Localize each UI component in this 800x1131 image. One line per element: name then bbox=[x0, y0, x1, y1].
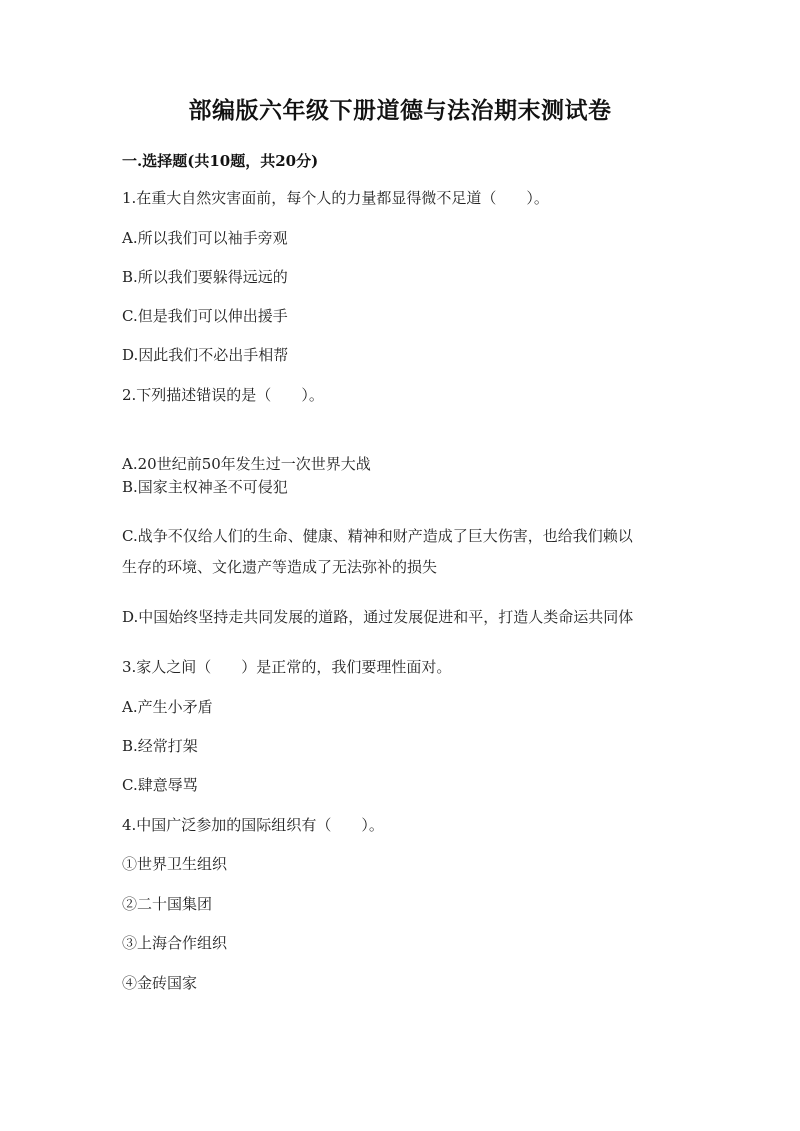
question-4-stem: 4.中国广泛参加的国际组织有（ ）。 bbox=[122, 816, 384, 834]
question-4-item-1: ①世界卫生组织 bbox=[122, 855, 228, 873]
question-1-stem: 1.在重大自然灾害面前，每个人的力量都显得微不足道（ ）。 bbox=[122, 189, 549, 207]
question-4-item-3: ③上海合作组织 bbox=[122, 934, 228, 952]
question-2-option-a: A.20世纪前50年发生过一次世界大战 bbox=[122, 455, 371, 473]
section-heading: 一.选择题(共10题，共20分) bbox=[122, 152, 319, 170]
page-title: 部编版六年级下册道德与法治期末测试卷 bbox=[188, 97, 612, 124]
question-1-option-d: D.因此我们不必出手相帮 bbox=[122, 346, 289, 364]
question-4-item-4: ④金砖国家 bbox=[122, 974, 198, 992]
question-2-stem: 2.下列描述错误的是（ ）。 bbox=[122, 386, 324, 404]
question-2-option-c-line-2: 生存的环境、文化遗产等造成了无法弥补的损失 bbox=[122, 558, 438, 576]
question-2-option-d: D.中国始终坚持走共同发展的道路，通过发展促进和平，打造人类命运共同体 bbox=[122, 608, 634, 626]
question-3-option-a: A.产生小矛盾 bbox=[122, 698, 213, 716]
question-2-option-b: B.国家主权神圣不可侵犯 bbox=[122, 478, 288, 496]
question-3-option-c: C.肆意辱骂 bbox=[122, 776, 198, 794]
question-1-option-a: A.所以我们可以袖手旁观 bbox=[122, 229, 288, 247]
question-4-item-2: ②二十国集团 bbox=[122, 895, 213, 913]
question-1-option-c: C.但是我们可以伸出援手 bbox=[122, 307, 288, 325]
question-2-option-c-line-1: C.战争不仅给人们的生命、健康、精神和财产造成了巨大伤害，也给我们赖以 bbox=[122, 527, 633, 545]
question-3-option-b: B.经常打架 bbox=[122, 737, 198, 755]
question-1-option-b: B.所以我们要躲得远远的 bbox=[122, 268, 288, 286]
question-3-stem: 3.家人之间（ ）是正常的，我们要理性面对。 bbox=[122, 658, 452, 676]
